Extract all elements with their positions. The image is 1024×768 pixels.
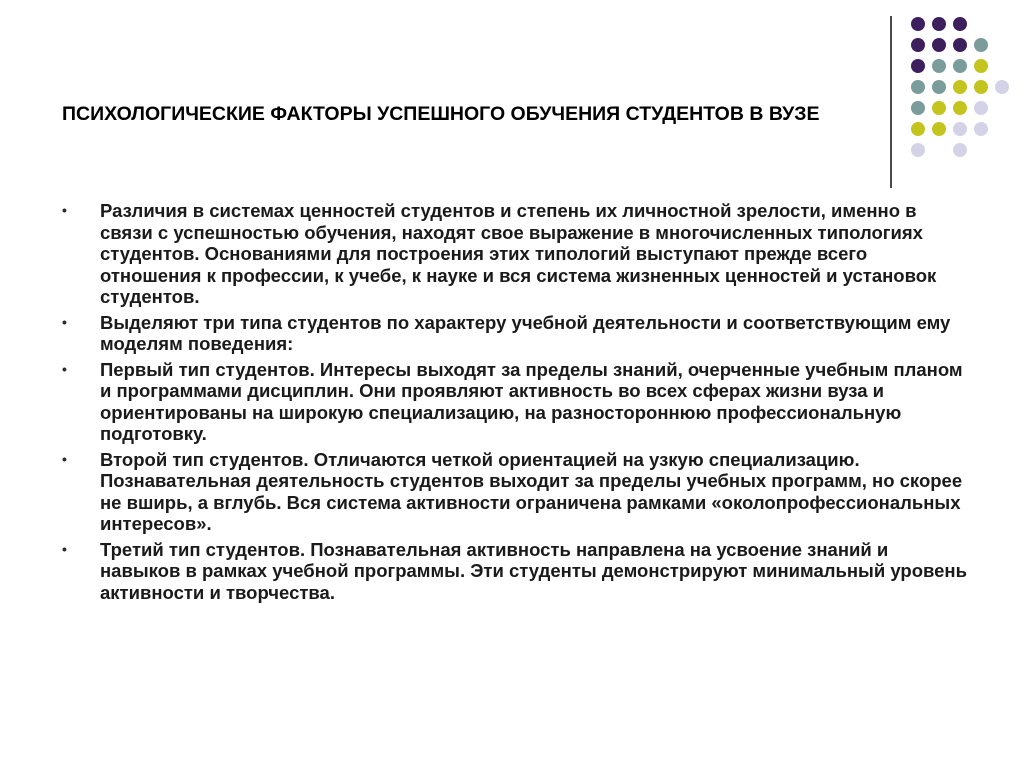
decorative-dot [932,17,946,31]
slide-title: ПСИХОЛОГИЧЕСКИЕ ФАКТОРЫ УСПЕШНОГО ОБУЧЕНИЯ СТУДЕНТОВ В ВУЗЕ [62,103,820,125]
decorative-dot [974,38,988,52]
decorative-dot [932,80,946,94]
decorative-dot [911,80,925,94]
decorative-dot [974,101,988,115]
bullet-icon: • [62,360,67,377]
decorative-dot [911,122,925,136]
bullet-icon: • [62,313,67,330]
decorative-dot [953,122,967,136]
decorative-dot [974,122,988,136]
bullet-item [58,312,968,355]
bullet-icon: • [62,540,67,557]
decorative-dot [953,38,967,52]
decorative-dot [932,101,946,115]
title-divider-line [890,16,892,188]
decorative-dot [953,17,967,31]
decorative-dot [932,59,946,73]
bullet-icon: • [62,450,67,467]
decorative-dot [911,101,925,115]
bullet-text: Различия в системах ценностей студентов и степень их личностной зрелости, именно в связи с успешностью обучения, находят свое выражение в многочисленных типологиях студентов. Основаниями для построения этих типологий выступают прежде всего отношения к профессии, к учебе, к науке и вся система жизненных ценностей и установок студентов. [100,200,937,307]
bullet-item [58,539,968,604]
decorative-dot [911,17,925,31]
decorative-dot [974,59,988,73]
decorative-dot [911,59,925,73]
bullet-text: Третий тип студентов. Познавательная активность направлена на усвоение знаний и навыков в рамках учебной программы. Эти студенты демонстрируют минимальный уровень активности и творчества. [100,538,967,603]
decorative-dot [932,38,946,52]
bullet-text: Первый тип студентов. Интересы выходят за пределы знаний, очерченные учебным планом и программами дисциплин. Они проявляют активность во всех сферах жизни вуза и ориентированы на широкую специализацию, на разностороннюю профессиональную подготовку. [100,358,963,444]
bullet-icon: • [62,202,67,218]
decorative-dot [974,80,988,94]
decorative-dot [953,143,967,157]
bullet-list [58,200,968,607]
bullet-text: Выделяют три типа студентов по характеру учебной деятельности и соответствующим ему моделям поведения: [100,311,951,354]
decorative-dot [911,143,925,157]
bullet-text: Второй тип студентов. Отличаются четкой ориентацией на узкую специализацию. Познавательная деятельность студентов выходит за пределы учебных программ, но скорее не вширь, а вглубь. Вся система активности ограничена рамками «околопрофессиональных интересов». [100,448,963,534]
decorative-dot [995,80,1009,94]
decorative-dot [911,38,925,52]
decorative-dot [932,122,946,136]
bullet-item [58,359,968,445]
bullet-item [58,200,968,308]
bullet-item [58,449,968,535]
decorative-dot [953,80,967,94]
decorative-dot [953,101,967,115]
decorative-dot [953,59,967,73]
